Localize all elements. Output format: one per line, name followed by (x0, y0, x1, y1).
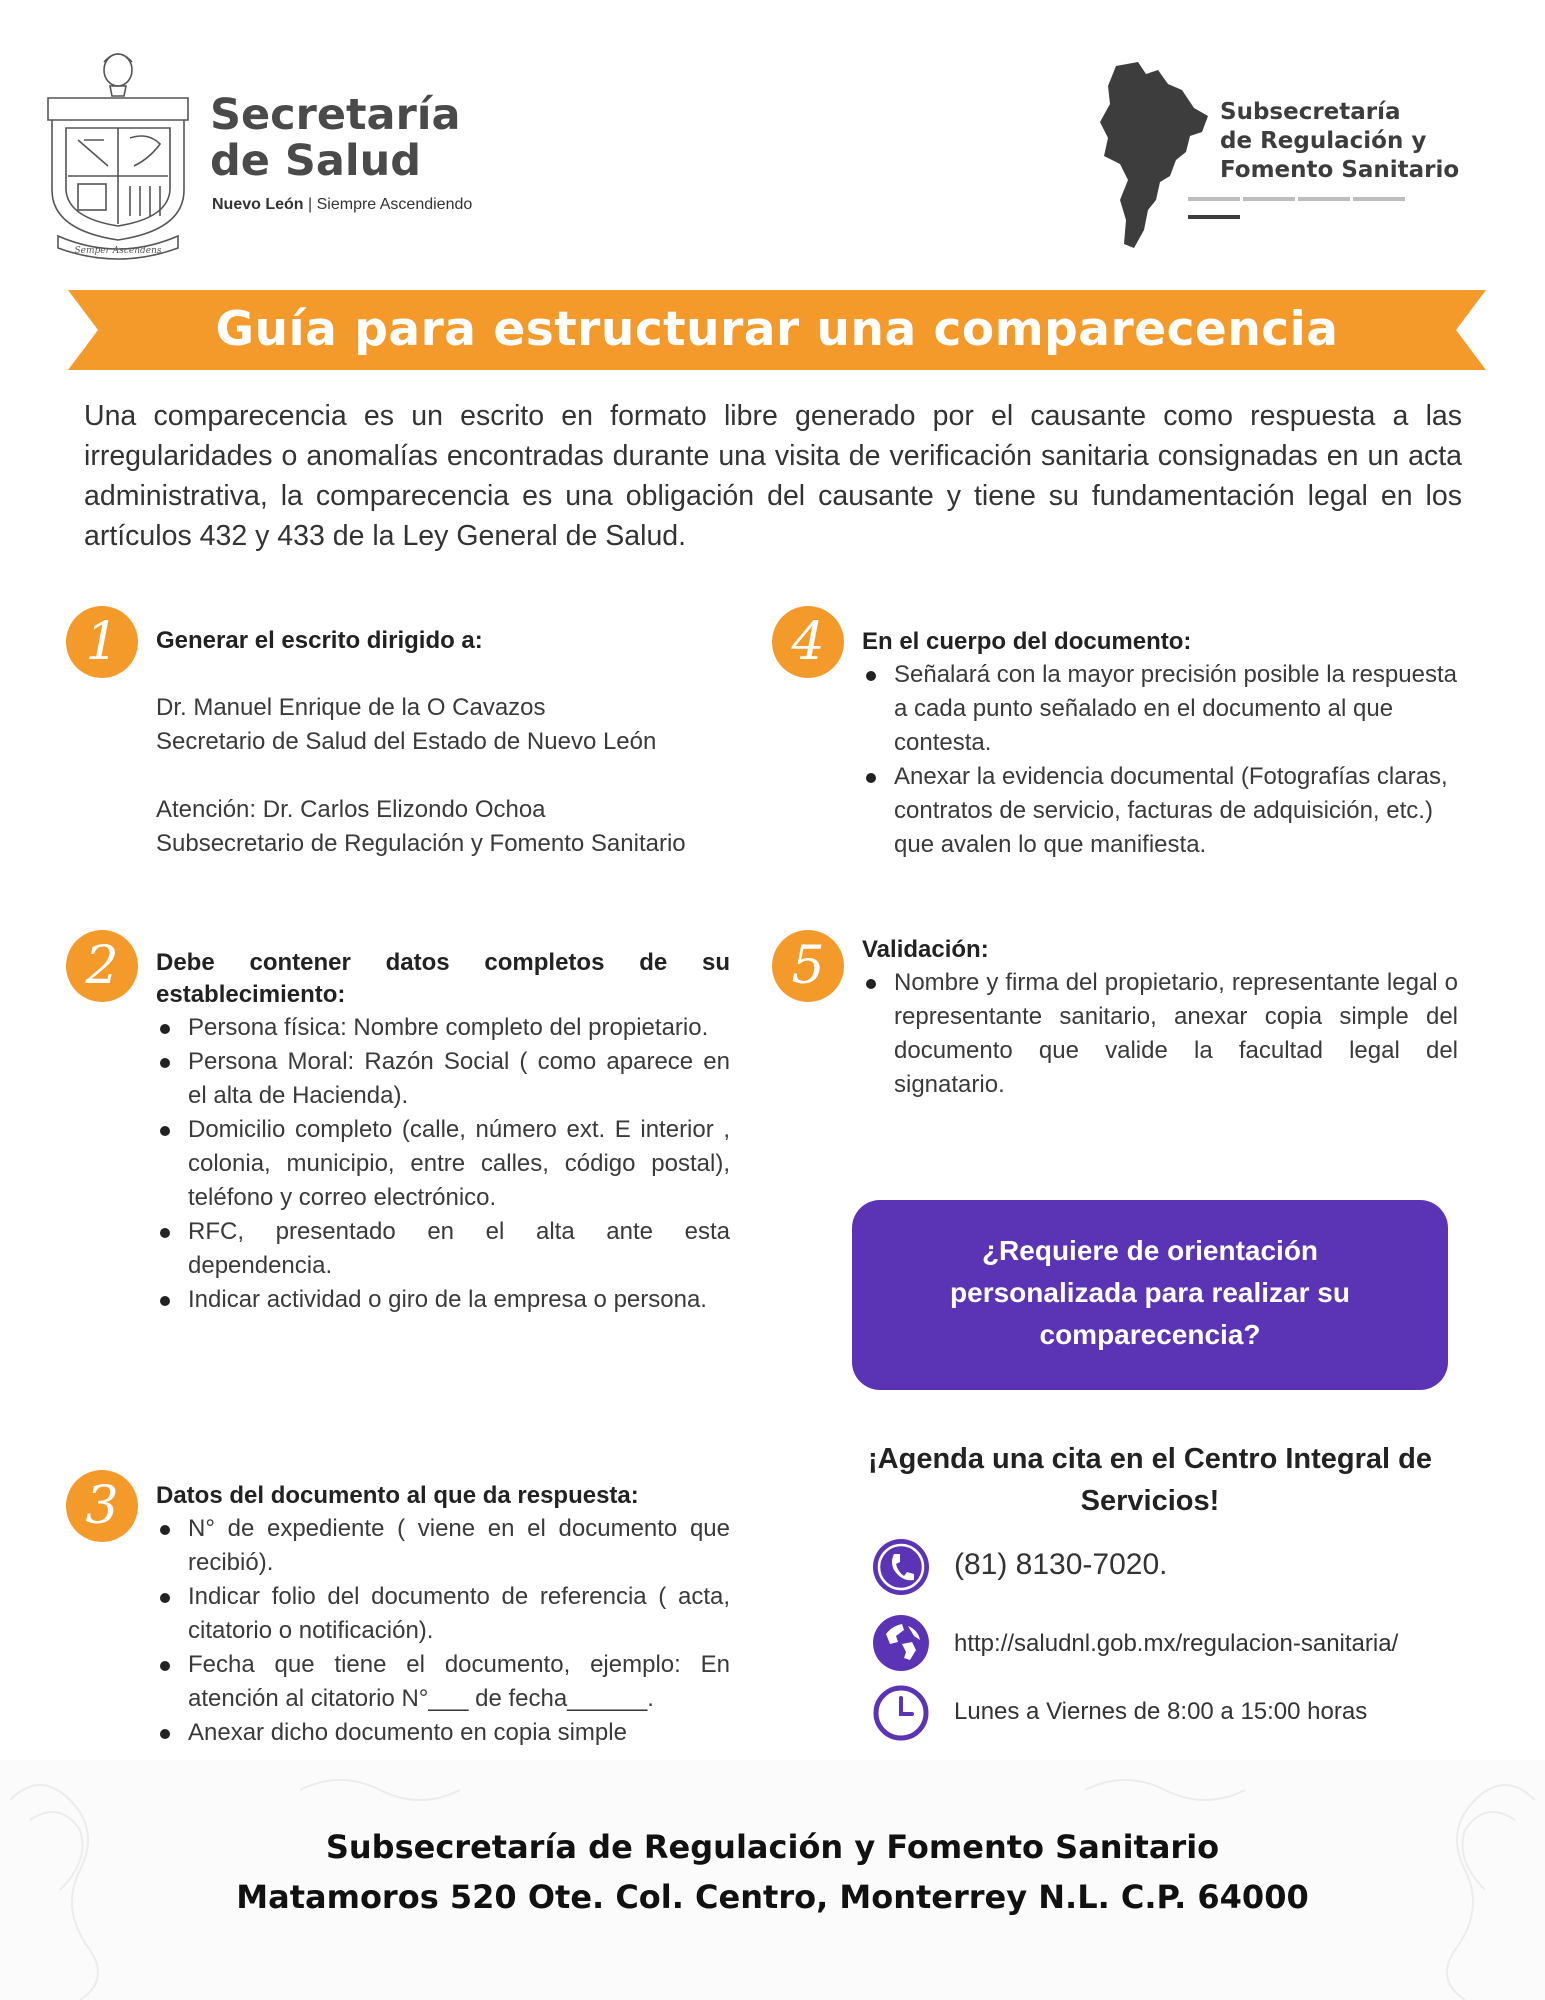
list-item: Fecha que tiene el documento, ejemplo: En atención al citatorio N°___ de fecha______. (156, 1648, 730, 1716)
secretaria-line2: de Salud (210, 136, 422, 186)
subsec-line2: de Regulación y (1220, 128, 1427, 154)
subsecretaria-logo-text (1220, 98, 1459, 185)
step-2-number: 2 (66, 930, 138, 1002)
step-4 (862, 626, 1458, 862)
step-1 (156, 625, 736, 861)
crest-motto: Semper Ascendens (74, 246, 162, 256)
phone-icon (872, 1538, 930, 1596)
footer-line-1: Subsecretaría de Regulación y Fomento Sanitario (325, 1828, 1220, 1866)
footer-line-2: Matamoros 520 Ote. Col. Centro, Monterrey N.L. C.P. 64000 (236, 1878, 1309, 1916)
step-5-title: Validación: (862, 936, 989, 963)
tagline-bold: Nuevo León (212, 196, 304, 213)
list-item: Indicar folio del documento de referencia ( acta, citatorio o notificación). (156, 1580, 730, 1648)
footer-address (0, 1822, 1545, 1922)
step-4-number: 4 (772, 606, 844, 678)
step-1-number: 1 (66, 606, 138, 678)
step-3-number: 3 (66, 1470, 138, 1542)
list-item: RFC, presentado en el alta ante esta dependencia. (156, 1215, 730, 1283)
step-2-list (156, 1011, 730, 1317)
list-item: Anexar la evidencia documental (Fotografías claras, contratos de servicio, facturas de adquisición, etc.) que avalen lo que manifiesta. (862, 760, 1458, 862)
list-item: Anexar dicho documento en copia simple (156, 1716, 730, 1750)
step-1-title: Generar el escrito dirigido a: (156, 627, 483, 654)
page-title: Guía para estructurar una comparecencia (215, 302, 1339, 357)
step-1-line-1: Dr. Manuel Enrique de la O Cavazos (156, 694, 546, 721)
step-5-number: 5 (772, 930, 844, 1002)
tagline (212, 196, 472, 214)
step-1-line-2: Secretario de Salud del Estado de Nuevo León (156, 728, 657, 755)
subsec-underline (1188, 188, 1460, 193)
clock-icon (872, 1684, 930, 1742)
subsec-line3: Fomento Sanitario (1220, 157, 1460, 183)
step-4-list (862, 658, 1458, 862)
list-item: Persona Moral: Razón Social ( como aparece en el alta de Hacienda). (156, 1045, 730, 1113)
list-item: Indicar actividad o giro de la empresa o persona. (156, 1283, 730, 1317)
step-4-title: En el cuerpo del documento: (862, 628, 1192, 655)
step-3-title: Datos del documento al que da respuesta: (156, 1482, 639, 1509)
subsec-line1: Subsecretaría (1220, 99, 1401, 125)
list-item: Persona física: Nombre completo del propietario. (156, 1011, 730, 1045)
step-1-line-3: Atención: Dr. Carlos Elizondo Ochoa (156, 796, 546, 823)
step-3-list (156, 1512, 730, 1750)
step-3 (156, 1480, 730, 1750)
agenda-heading (840, 1438, 1460, 1522)
step-1-line-4: Subsecretario de Regulación y Fomento Sanitario (156, 830, 686, 857)
step-2 (156, 947, 730, 1317)
nuevo-leon-map-logo (1098, 60, 1213, 250)
office-hours: Lunes a Viernes de 8:00 a 15:00 horas (954, 1698, 1368, 1725)
list-item: Nombre y firma del propietario, representante legal o representante sanitario, anexar copia simple del documento que valide la facultad legal del signatario. (862, 966, 1458, 1102)
agenda-text: ¡Agenda una cita en el Centro Integral de Servicios! (868, 1443, 1432, 1517)
secretaria-line1: Secretaría (210, 90, 461, 140)
step-5 (862, 934, 1458, 1102)
list-item: Domicilio completo (calle, número ext. E interior , colonia, municipio, entre calles, código postal), teléfono y correo electrónico. (156, 1113, 730, 1215)
tagline-rest: | Siempre Ascendiendo (303, 196, 473, 213)
phone-number[interactable]: (81) 8130-7020. (954, 1548, 1168, 1581)
website-link[interactable]: http://saludnl.gob.mx/regulacion-sanitaria/ (954, 1630, 1399, 1657)
step-5-list (862, 966, 1458, 1102)
list-item: Señalará con la mayor precisión posible la respuesta a cada punto señalado en el documento al que contesta. (862, 658, 1458, 760)
secretaria-de-salud-title (210, 92, 461, 184)
orientation-callout (852, 1200, 1448, 1390)
intro-paragraph: Una comparecencia es un escrito en formato libre generado por el causante como respuesta a las irregularidades o anomalías encontradas durante una visita de verificación sanitaria consignadas en un acta administrativa, la comparecencia es una obligación del causante y tiene su fundamentación legal en los artículos 432 y 433 de la Ley General de Salud. (84, 400, 1462, 552)
orientation-question: ¿Requiere de orientación personalizada para realizar su comparecencia? (950, 1235, 1350, 1350)
nuevo-leon-crest-logo (38, 40, 198, 260)
list-item: N° de expediente ( viene en el documento que recibió). (156, 1512, 730, 1580)
step-2-title: Debe contener datos completos de su establecimiento: (156, 949, 730, 1008)
globe-icon (872, 1614, 930, 1672)
